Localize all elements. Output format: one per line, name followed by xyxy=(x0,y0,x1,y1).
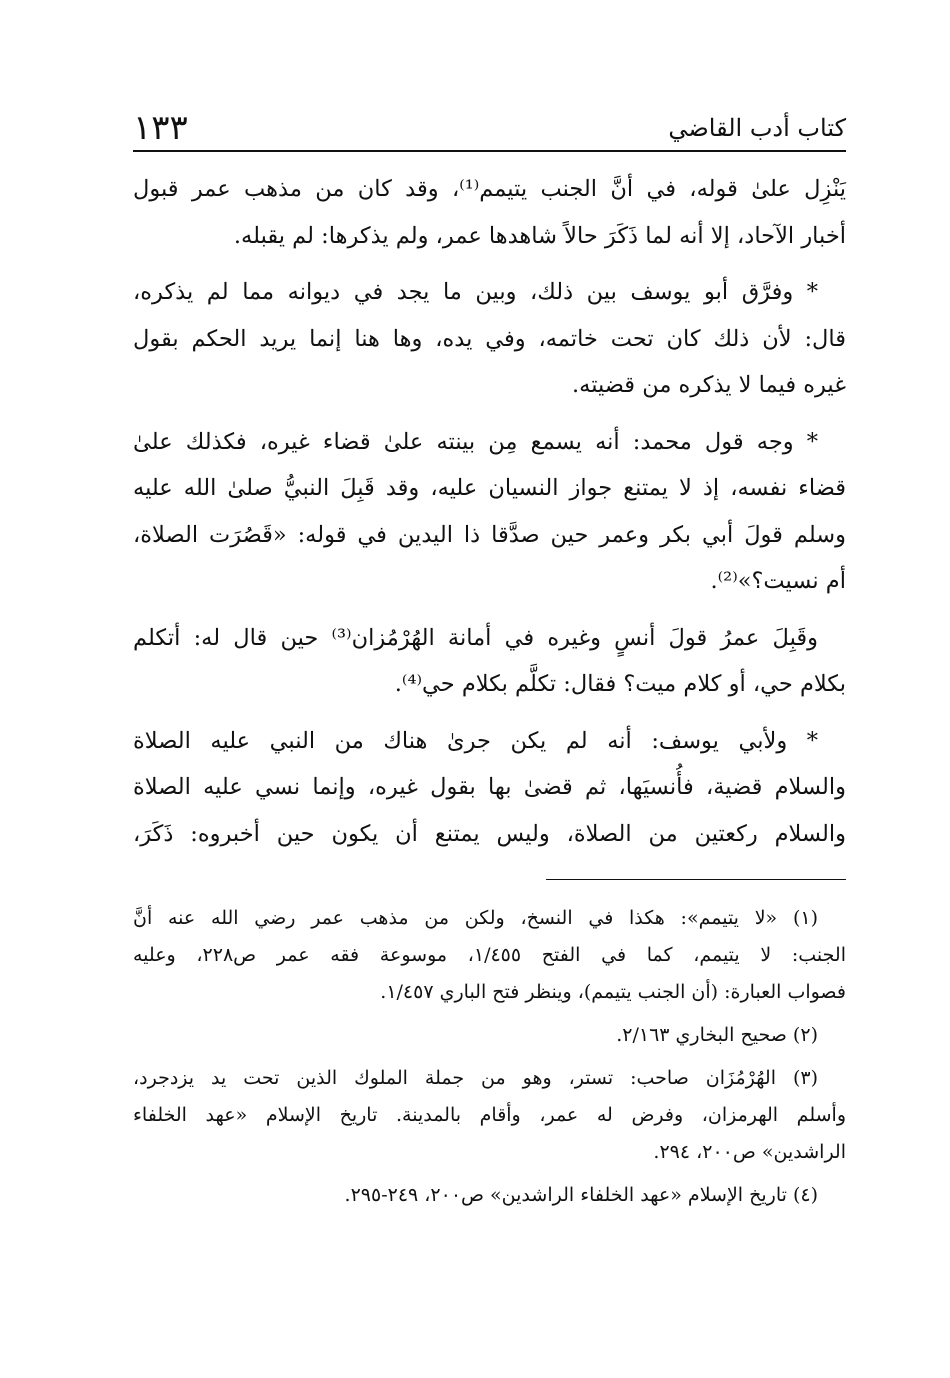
text-line: والسلام ركعتين من الصلاة، وليس يمتنع أن يكون حين أخبروه: ذَكَرَ، xyxy=(133,820,846,847)
document-page xyxy=(133,100,846,1300)
text-line: قال: لأن ذلك كان تحت خاتمه، وفي يده، وها هنا إنما يريد الحكم بقول xyxy=(133,325,846,352)
footnote-2 xyxy=(133,1017,846,1054)
text-line: يَنْزِل علىٰ قوله، في أنَّ الجنب يتيمم⁽¹⁾، وقد كان من مذهب عمر قبول xyxy=(133,176,846,202)
footnote-3 xyxy=(133,1060,846,1171)
paragraph-1 xyxy=(133,166,846,259)
footnote-line: فصواب العبارة: (أن الجنب يتيمم)، وينظر فتح الباري ١/٤٥٧. xyxy=(380,981,846,1003)
paragraph-2 xyxy=(133,269,846,409)
footnotes xyxy=(133,900,846,1214)
footnote-separator xyxy=(546,879,846,880)
text-line: * وجه قول محمد: أنه يسمع مِن بينته علىٰ قضاء غيره، فكذلك علىٰ xyxy=(133,428,818,455)
footnote-line: (١) «لا يتيمم»: هكذا في النسخ، ولكن من مذهب عمر رضي الله عنه أنَّ xyxy=(133,907,818,929)
footnote-line: الراشدين» ص٢٠٠، ٢٩٤. xyxy=(653,1141,846,1163)
paragraph-4 xyxy=(133,615,846,708)
footnote-1 xyxy=(133,900,846,1011)
footnote-line: (٢) صحيح البخاري ٢/١٦٣. xyxy=(616,1024,818,1046)
footnote-line: (٤) تاريخ الإسلام «عهد الخلفاء الراشدين» ص٢٠٠، ٢٤٩-٢٩٥. xyxy=(344,1184,818,1206)
text-line: قضاء نفسه، إذ لا يمتنع جواز النسيان عليه، وقد قَبِلَ النبيُّ صلىٰ الله عليه xyxy=(133,475,846,501)
main-text xyxy=(133,166,846,857)
text-line: * ولأبي يوسف: أنه لم يكن جرىٰ هناك من النبي عليه الصلاة xyxy=(133,727,818,754)
footnote-line: وأسلم الهرمزان، وفرض له عمر، وأقام بالمدينة. تاريخ الإسلام «عهد الخلفاء xyxy=(133,1104,846,1126)
footnote-line: (٣) الهُرْمُزَان صاحب: تستر، وهو من جملة الملوك الذين تحت يد يزدجرد، xyxy=(133,1067,818,1089)
text-line: أخبار الآحاد، إلا أنه لما ذَكَرَ حالاً شاهدها عمر، ولم يذكرها: لم يقبله. xyxy=(233,222,846,249)
page-number: ١٣٣ xyxy=(133,108,188,148)
text-line: والسلام قضية، فأُنسيَها، ثم قضىٰ بها بقول غيره، وإنما نسي عليه الصلاة xyxy=(133,774,846,800)
text-line: وقَبِلَ عمرُ قولَ أنسٍ وغيره في أمانة الهُرْمُزان⁽³⁾ حين قال له: أتكلم xyxy=(133,624,819,651)
text-line: غيره فيما لا يذكره من قضيته. xyxy=(572,372,846,398)
text-line: بكلام حي، أو كلام ميت؟ فقال: تكلَّم بكلام حي⁽⁴⁾. xyxy=(394,671,846,697)
page-header xyxy=(133,100,846,152)
book-title: كتاب أدب القاضي xyxy=(668,114,846,142)
text-line: وسلم قولَ أبي بكر وعمر حين صدَّقا ذا اليدين في قوله: «قَصُرَت الصلاة، xyxy=(133,521,846,548)
text-line: أم نسيت؟»⁽²⁾. xyxy=(710,568,846,594)
paragraph-5 xyxy=(133,718,846,858)
text-line: * وفرَّق أبو يوسف بين ذلك، وبين ما يجد في ديوانه مما لم يذكره، xyxy=(133,279,818,305)
footnote-4 xyxy=(133,1177,846,1214)
paragraph-3 xyxy=(133,419,846,605)
footnote-line: الجنب: لا يتيمم، كما في الفتح ١/٤٥٥، موسوعة فقه عمر ص٢٢٨، وعليه xyxy=(133,944,846,966)
